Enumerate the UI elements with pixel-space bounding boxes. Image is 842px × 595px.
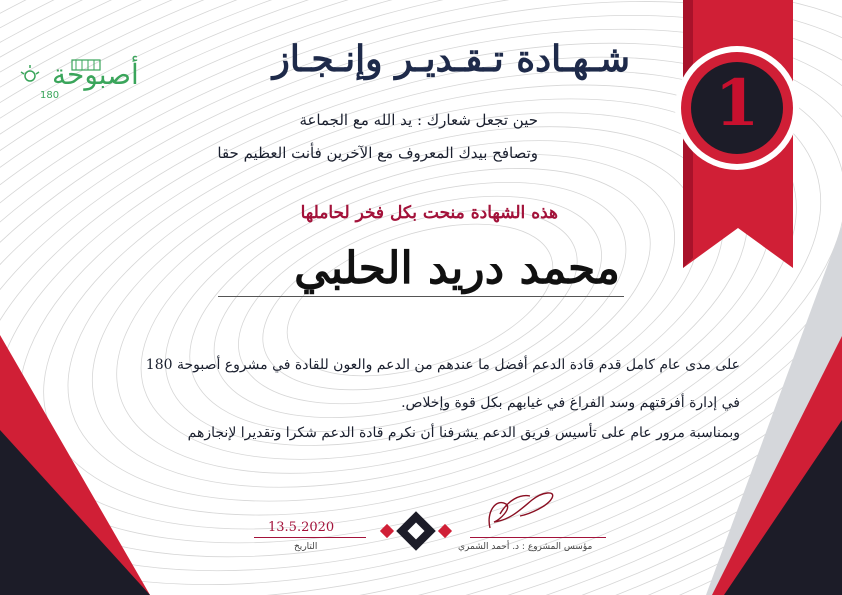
- recipient-name: محمد دريد الحلبي: [294, 243, 620, 294]
- founder-underline: [470, 537, 606, 538]
- body-text-line-2: في إدارة أفرقتهم وسد الفراغ في غيابهم بكل قوة وإخلاص.: [401, 395, 740, 411]
- motto-line-1: حين تجعل شعارك : يد الله مع الجماعة: [299, 111, 538, 129]
- logo-wordmark: أصبوحة: [52, 58, 139, 91]
- project-logo: [16, 56, 176, 104]
- founder-label: مؤسس المشروع : د. أحمد الشمري: [458, 542, 593, 552]
- body-text-line-1: على مدى عام كامل قدم قادة الدعم أفضل ما عندهم من الدعم والعون للقادة في مشروع أصبوحة 180: [145, 357, 740, 373]
- certificate-title: شـهـادة تـقـديـر وإنـجـاز: [272, 38, 630, 80]
- founder-signature: [489, 493, 553, 528]
- motto-line-2: وتصافح بيدك المعروف مع الآخرين فأنت العظيم حقا: [217, 144, 538, 162]
- rank-number: 1: [714, 66, 760, 141]
- body-text-line-3: وبمناسبة مرور عام على تأسيس فريق الدعم يشرفنا أن نكرم قادة الدعم شكرا وتقديرا لإنجازهم: [187, 425, 740, 441]
- date-underline: [254, 537, 366, 538]
- date-value: 13.5.2020: [268, 520, 335, 535]
- date-label: التاريخ: [294, 542, 318, 552]
- left-dark-shape: [0, 430, 150, 595]
- recipient-underline: [218, 296, 624, 297]
- grant-statement: هذه الشهادة منحت بكل فخر لحاملها: [300, 203, 558, 223]
- footer-diamonds: [380, 511, 452, 551]
- logo-number: 180: [40, 90, 60, 101]
